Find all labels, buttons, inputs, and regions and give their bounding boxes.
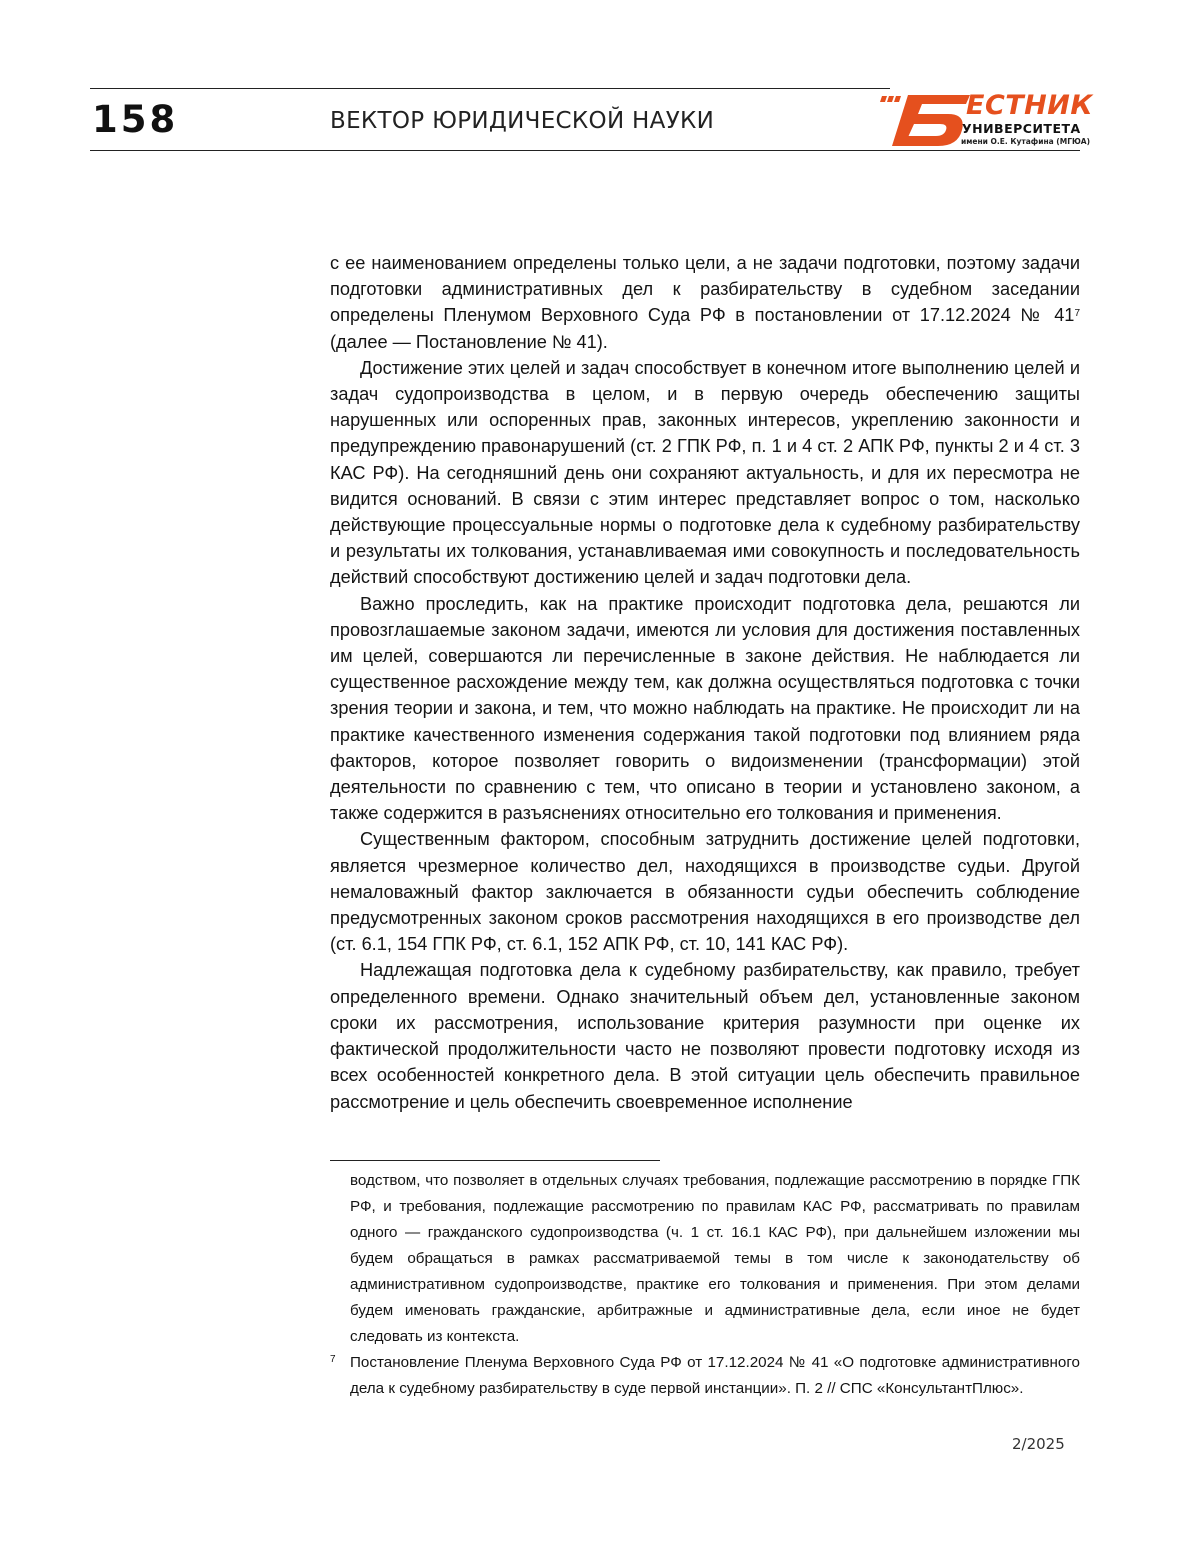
logo-subtitle: УНИВЕРСИТЕТА: [962, 121, 1081, 136]
footnote-ref-7[interactable]: 7: [1074, 308, 1080, 319]
paragraph-2: Достижение этих целей и задач способствует в конечном итоге выполнению целей и задач судопроизводства в целом, и в первую очередь обеспечению защиты нарушенных или оспоренных прав, законных интересов, укреплению законности и предупреждению правонарушений (ст. 2 ГПК РФ, п. 1 и 4 ст. 2 АПК РФ, пункты 2 и 4 ст. 3 КАС РФ). На сегодняшний день они сохраняют актуальность, и для их пересмотра не видится оснований. В связи с этим интерес представляет вопрос о том, насколько действующие процессуальные нормы о подготовке дела к судебному разбирательству и результаты их толкования, устанавливаемая ими совокупность и последовательность действий способствуют достижению целей и задач подготовки дела.: [330, 355, 1080, 591]
footnotes: [330, 1168, 1080, 1402]
paragraph-1: [330, 250, 1080, 355]
header-rule-bottom: [90, 150, 1080, 151]
logo-title: ЕСТНИК: [966, 90, 1093, 121]
footnote-7-text: Постановление Пленума Верховного Суда РФ от 17.12.2024 № 41 «О подготовке административного дела к судебному разбирательству в суде первой инстанции». П. 2 // СПС «КонсультантПлюс».: [350, 1354, 1080, 1397]
article-body: [330, 250, 1080, 1115]
journal-section-title: ВЕКТОР ЮРИДИЧЕСКОЙ НАУКИ: [330, 108, 714, 134]
footnote-continued: водством, что позволяет в отдельных случаях требования, подлежащие рассмотрению в порядке ГПК РФ, и требования, подлежащие рассмотрению по правилам КАС РФ, рассматривать по правилам одного — гражданского судопроизводства (ч. 1 ст. 16.1 КАС РФ), при дальнейшем изложении мы будем обращаться в рамках рассматриваемой темы в том числе к законодательству об административном судопроизводстве, практике его толкования и применения. При этом делами будем именовать гражданские, арбитражные и административные дела, если иное не будет следовать из контекста.: [330, 1168, 1080, 1350]
footnote-separator: [330, 1160, 660, 1161]
journal-logo: [878, 90, 1083, 150]
footnote-7-number: 7: [330, 1347, 336, 1373]
paragraph-1-text: с ее наименованием определены только цели, а не задачи подготовки, поэтому задачи подготовки административных дел к разбирательству в судебном заседании определены Пленумом Верховного Суда РФ в постановлении от 17.12.2024 № 41: [330, 253, 1080, 325]
page-header: [90, 88, 1080, 152]
paragraph-1-tail: (далее — Постановление № 41).: [330, 332, 608, 352]
header-rule-top: [90, 88, 890, 89]
paragraph-5: Надлежащая подготовка дела к судебному разбирательству, как правило, требует определенного времени. Однако значительный объем дел, установленные законом сроки их рассмотрения, использование критерия разумности при оценке их фактической продолжительности часто не позволяют провести подготовку исходя из всех особенностей конкретного дела. В этой ситуации цель обеспечить правильное рассмотрение и цель обеспечить своевременное исполнение: [330, 957, 1080, 1114]
issue-number: 2/2025: [1012, 1435, 1065, 1453]
paragraph-3: Важно проследить, как на практике происходит подготовка дела, решаются ли провозглашаемые законом задачи, имеются ли условия для достижения поставленных им целей, совершаются ли перечисленные в законе действия. Не наблюдается ли существенное расхождение между тем, как должна осуществляться подготовка с точки зрения теории и закона, и тем, что можно наблюдать на практике. Не происходит ли на практике качественного изменения содержания такой подготовки под влиянием ряда факторов, которое позволяет говорить о видоизменении (трансформации) этой деятельности по сравнению с тем, что описано в теории и установлено законом, а также содержится в разъяснениях относительно его толкования и применения.: [330, 591, 1080, 827]
logo-caption: имени О.Е. Кутафина (МГЮА): [961, 137, 1090, 146]
page-number: 158: [92, 98, 178, 141]
paragraph-4: Существенным фактором, способным затруднить достижение целей подготовки, является чрезмерное количество дел, находящихся в производстве судьи. Другой немаловажный фактор заключается в обязанности судьи обеспечить соблюдение предусмотренных законом сроков рассмотрения находящихся в его производстве дел (ст. 6.1, 154 ГПК РФ, ст. 6.1, 152 АПК РФ, ст. 10, 141 КАС РФ).: [330, 826, 1080, 957]
footnote-7: [330, 1350, 1080, 1402]
